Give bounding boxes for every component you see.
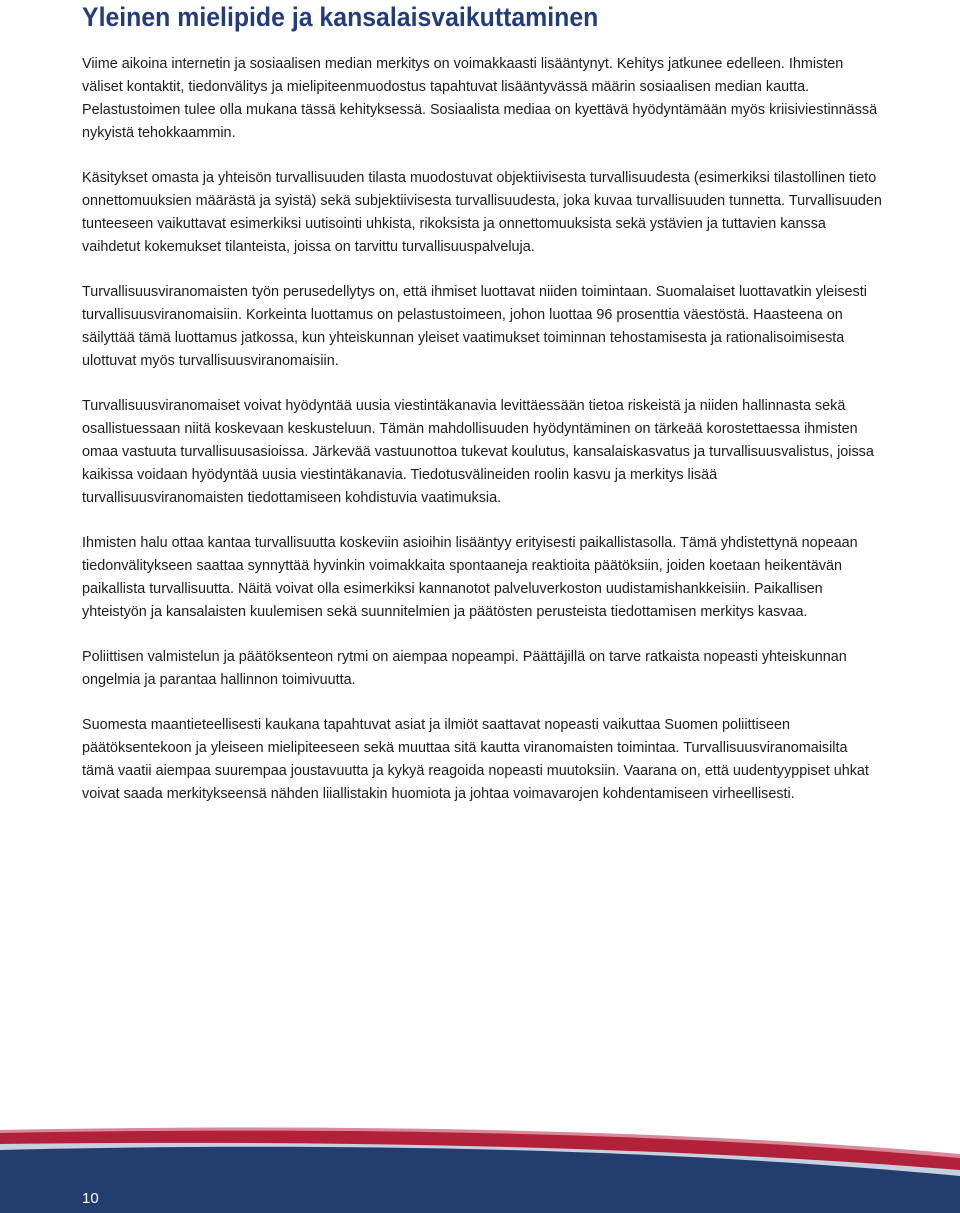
footer-band [0,1120,960,1213]
paragraph-global-events: Suomesta maantieteellisesti kaukana tapahtuvat asiat ja ilmiöt saattavat nopeasti vaikuttaa Suomen poliittiseen päätöksentekoon ja yleiseen mielipiteeseen sekä muuttaa sitä kautta viranomaisten toimintaa. Turvallisuusviranomaisilta tämä vaatii aiempaa suurempaa joustavuutta ja kykyä reagoida nopeasti muutoksiin. Vaarana on, että uudentyyppiset uhkat voivat saada merkitykseensä nähden liiallistakin huomiota ja johtaa voimavarojen kohdentamiseen virheellisesti. [82,717,869,802]
paragraph-local-engagement: Ihmisten halu ottaa kantaa turvallisuutta koskeviin asioihin lisääntyy erityisesti paikallistasolla. Tämä yhdistettynä nopeaan tiedonvälitykseen saattaa synnyttää hyvinkin voimakkaita spontaaneja reaktioita päätöksiin, joiden koetaan heikentävän paikallista turvallisuutta. Näitä voivat olla esimerkiksi kannanotot palveluverkoston uudistamishankkeisiin. Paikallisen yhteistyön ja kansalaisten kuulemisen sekä suunnitelmien ja päätösten perusteista tiedottamisen merkitys kasvaa. [82,535,858,620]
footer-swoosh-graphic [0,1120,960,1213]
paragraph-social-media: Viime aikoina internetin ja sosiaalisen median merkitys on voimakkaasti lisääntynyt. Kehitys jatkunee edelleen. Ihmisten väliset kontaktit, tiedonvälitys ja mielipiteenmuodostus tapahtuvat lisääntyvässä määrin sosiaalisen median kautta. Pelastustoimen tulee olla mukana tässä kehityksessä. Sosiaalista mediaa on kyettävä hyödyntämään myös kriisiviestinnässä nykyistä tehokkaammin. [82,56,878,141]
body-text [82,53,882,828]
page-number: 10 [82,1190,99,1207]
paragraph-communication-channels: Turvallisuusviranomaiset voivat hyödyntää uusia viestintäkanavia levittäessään tietoa riskeistä ja niiden hallinnasta sekä osallistuessaan niitä koskevaan keskusteluun. Tämän mahdollisuuden hyödyntäminen on tärkeää korostettaessa ihmisten omaa vastuuta turvallisuusasioissa. Järkevää vastuunottoa tukevat koulutus, kansalaiskasvatus ja turvallisuusvalistus, joissa kaikissa voidaan hyödyntää uusia viestintäkanavia. Tiedotusvälineiden roolin kasvu ja merkitys lisää turvallisuusviranomaisten tiedottamiseen kohdistuvia vaatimuksia. [82,398,874,506]
paragraph-safety-perception: Käsitykset omasta ja yhteisön turvallisuuden tilasta muodostuvat objektiivisesta turvallisuudesta (esimerkiksi tilastollinen tieto onnettomuuksien määrästä ja syistä) sekä subjektiivisesta turvallisuudesta, joka kuvaa turvallisuuden tunnetta. Turvallisuuden tunteeseen vaikuttavat esimerkiksi uutisointi uhkista, rikoksista ja onnettomuuksista sekä ystävien ja tuttavien kanssa vaihdetut kokemukset tilanteista, joissa on tarvittu turvallisuuspalveluja. [82,170,882,255]
paragraph-political-pace: Poliittisen valmistelun ja päätöksenteon rytmi on aiempaa nopeampi. Päättäjillä on tarve ratkaista nopeasti yhteiskunnan ongelmia ja parantaa hallinnon toimivuutta. [82,649,847,688]
paragraph-trust: Turvallisuusviranomaisten työn perusedellytys on, että ihmiset luottavat niiden toimintaan. Suomalaiset luottavatkin yleisesti turvallisuusviranomaisiin. Korkeinta luottamus on pelastustoimeen, johon luottaa 96 prosenttia väestöstä. Haasteena on säilyttää tämä luottamus jatkossa, kun yhteiskunnan yleiset vaatimukset toiminnan tehostamisesta ja rationalisoimisesta ulottuvat myös turvallisuusviranomaisiin. [82,284,867,369]
page-title: Yleinen mielipide ja kansalaisvaikuttaminen [82,2,599,32]
